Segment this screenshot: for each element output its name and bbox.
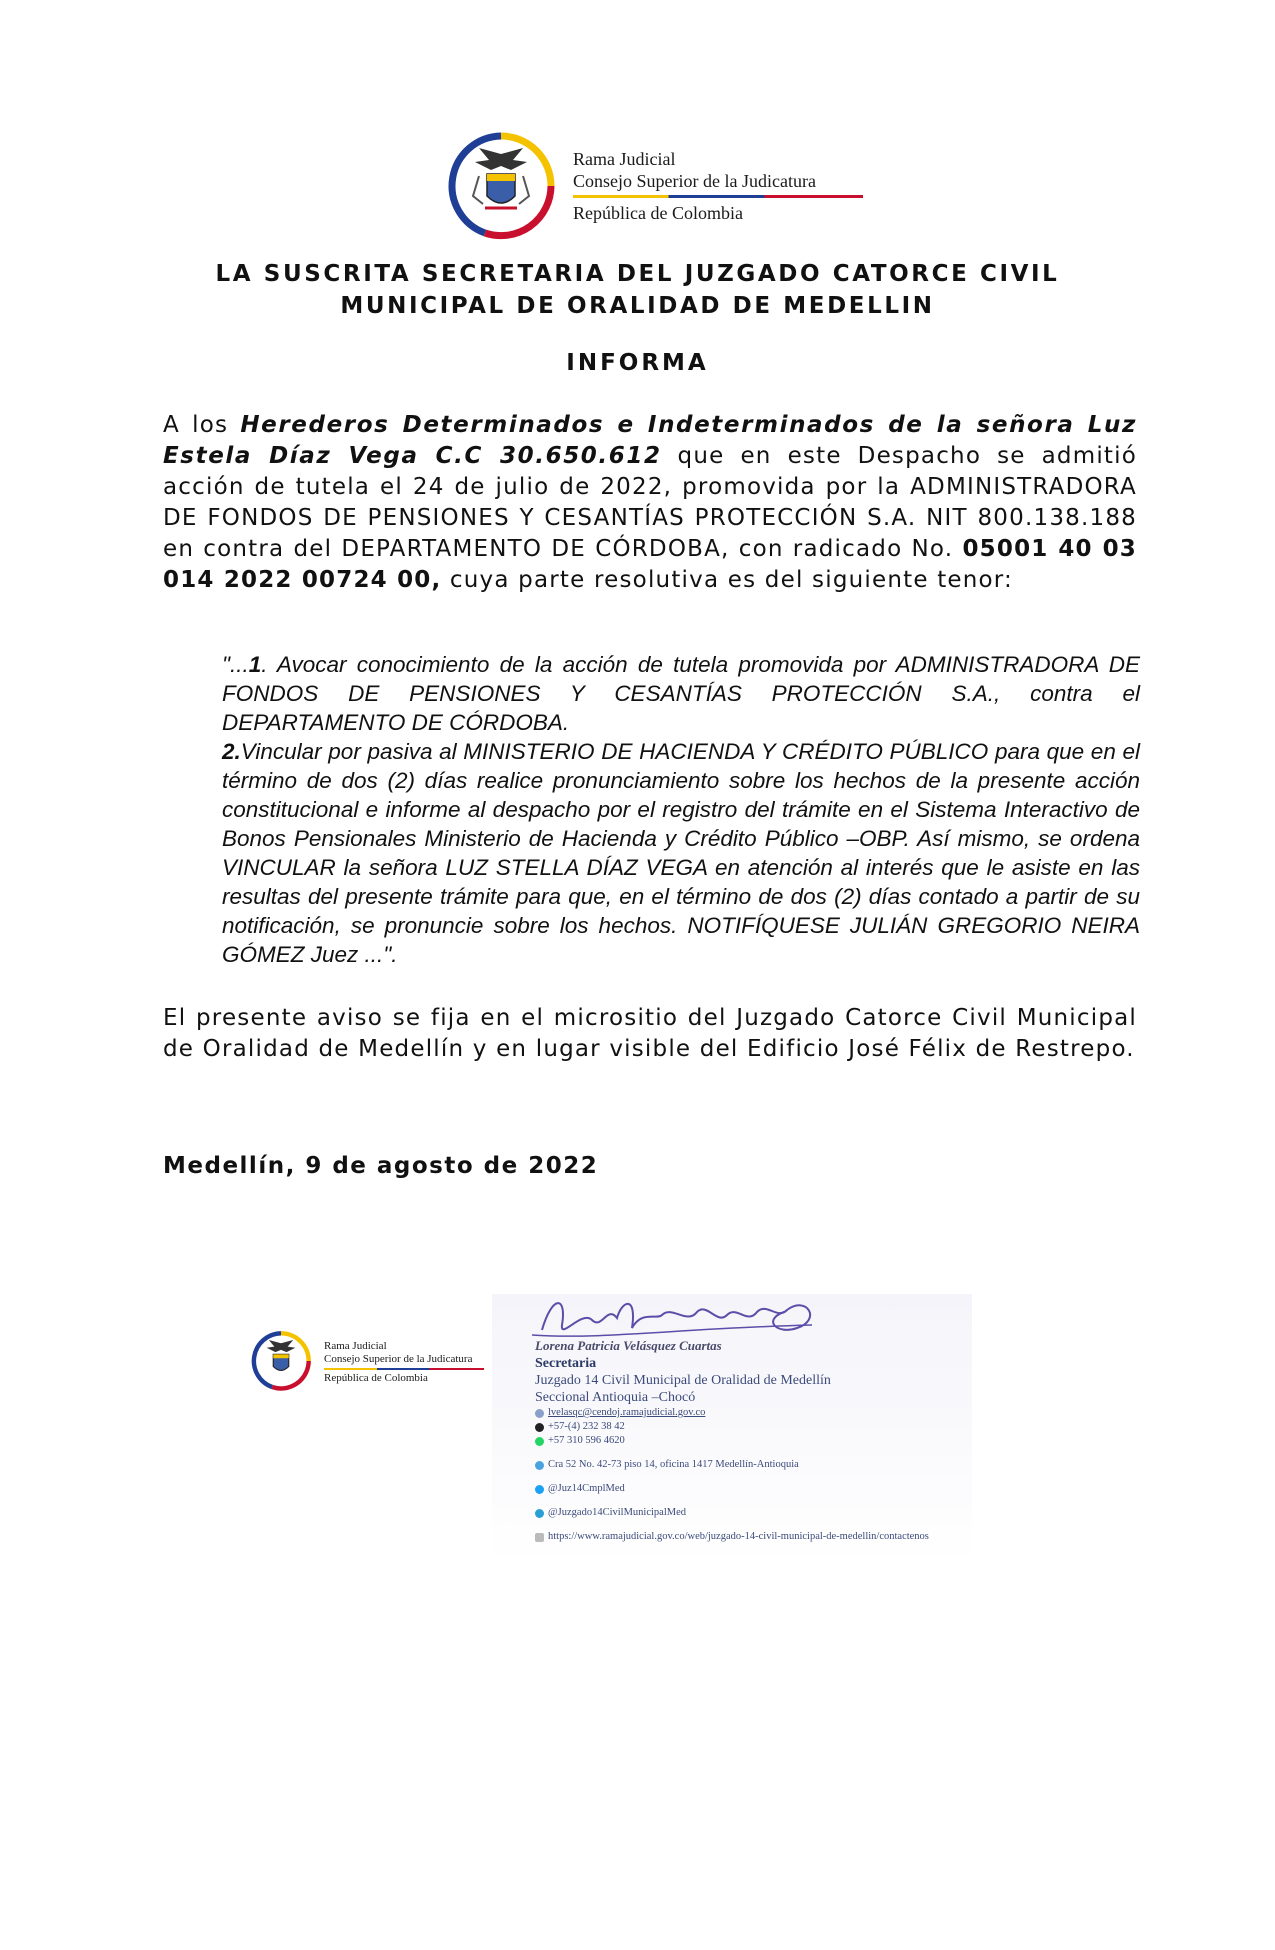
- address-text: Cra 52 No. 42-73 piso 14, oficina 1417 Medellín-Antioquia: [548, 1459, 799, 1470]
- header-logo-text: [573, 148, 863, 224]
- whatsapp-row: [535, 1434, 929, 1448]
- quote-open: "...: [222, 652, 249, 677]
- office-seccional: Seccional Antioquia –Chocó: [535, 1390, 696, 1405]
- para1-e: cuya parte resolutiva es del siguiente tenor:: [441, 567, 1014, 593]
- signer-name: Lorena Patricia Velásquez Cuartas: [535, 1338, 722, 1353]
- resolution-item-1: [222, 650, 1140, 737]
- phone-row: [535, 1420, 929, 1434]
- item-1-text: . Avocar conocimiento de la acción de tutela promovida por ADMINISTRADORA DE FONDOS DE PENSIONES Y CESANTÍAS PROTECCIÓN S.A., contra el DEPARTAMENTO DE CÓRDOBA.: [222, 652, 1140, 735]
- chat-icon: [535, 1533, 544, 1542]
- para1-a: A los: [163, 412, 241, 438]
- signature-logo: [250, 1330, 510, 1410]
- informa-heading: INFORMA: [566, 350, 709, 376]
- posting-paragraph: El presente aviso se fija en el micrositio del Juzgado Catorce Civil Municipal de Oralidad de Medellín y en lugar visible del Edificio José Félix de Restrepo.: [163, 1005, 1137, 1062]
- twitter-row: [535, 1482, 929, 1496]
- location-pin-icon: [535, 1461, 544, 1470]
- phone-text: +57-(4) 232 38 42: [548, 1421, 625, 1432]
- sig-logo-line-2: Consejo Superior de la Judicatura: [324, 1353, 473, 1365]
- twitter-text[interactable]: @Juz14CmplMed: [548, 1483, 625, 1494]
- sig-logo-line-1: Rama Judicial: [324, 1340, 387, 1352]
- whatsapp-icon: [535, 1437, 544, 1446]
- para1-c: que en este Despacho se admitió acción de tutela el 24 de julio de 2022, promovida por la ADMINISTRADORA DE FONDOS DE PENSIONES Y CESANTÍAS PROTECCIÓN S.A. NIT 800.138.188 en contra del DEPARTAMENTO DE CÓRDOBA, con radicado No.: [163, 443, 1137, 562]
- item-1-number: 1: [248, 652, 262, 677]
- document-title: [160, 258, 1115, 322]
- logo-line-1: Rama Judicial: [573, 149, 676, 169]
- resolution-item-2: [222, 737, 1140, 969]
- notice-paragraph: [163, 410, 1137, 596]
- logo-line-3: República de Colombia: [573, 203, 743, 223]
- address-row: [535, 1458, 929, 1472]
- phone-icon: [535, 1423, 544, 1432]
- sig-logo-tricolor-rule: [324, 1368, 484, 1370]
- signature-details: [535, 1338, 929, 1544]
- coat-of-arms-small-icon: [250, 1330, 312, 1392]
- document-date: Medellín, 9 de agosto de 2022: [163, 1153, 599, 1179]
- header-logo: [445, 130, 865, 250]
- sig-logo-line-3: República de Colombia: [324, 1372, 428, 1384]
- title-line-1: LA SUSCRITA SECRETARIA DEL JUZGADO CATORCE CIVIL: [215, 261, 1060, 287]
- telegram-row: [535, 1506, 929, 1520]
- signer-role: Secretaria: [535, 1356, 597, 1371]
- signature-logo-text: [324, 1340, 484, 1385]
- web-row: [535, 1530, 929, 1544]
- twitter-icon: [535, 1485, 544, 1494]
- resolution-quote: [222, 650, 1140, 969]
- coat-of-arms-icon: [445, 130, 557, 242]
- item-2-number: 2.: [222, 739, 241, 764]
- telegram-text[interactable]: @Juzgado14CivilMunicipalMed: [548, 1507, 686, 1518]
- email-row: [535, 1406, 929, 1420]
- email-icon: [535, 1409, 544, 1418]
- item-2-text: Vincular por pasiva al MINISTERIO DE HACIENDA Y CRÉDITO PÚBLICO para que en el término de dos (2) días realice pronunciamiento sobre los hechos de la presente acción constitucional e informe al despacho por el registro del trámite en el Sistema Interactivo de Bonos Pensionales Ministerio de Hacienda y Crédito Público –OBP. Así mismo, se ordena VINCULAR la señora LUZ STELLA DÍAZ VEGA en atención al interés que le asiste en las resultas del presente trámite para que, en el término de dos (2) días contado a partir de su notificación, se pronuncie sobre los hechos. NOTIFÍQUESE JULIÁN GREGORIO NEIRA GÓMEZ Juez ...".: [222, 739, 1140, 967]
- office-name: Juzgado 14 Civil Municipal de Oralidad de Medellín: [535, 1373, 831, 1388]
- signature-block: [250, 1290, 1010, 1590]
- logo-line-2: Consejo Superior de la Judicatura: [573, 171, 816, 191]
- web-text[interactable]: https://www.ramajudicial.gov.co/web/juzgado-14-civil-municipal-de-medellin/contactenos: [548, 1531, 929, 1542]
- telegram-icon: [535, 1509, 544, 1518]
- case-number: 05001 40 03 014 2022 00724 00,: [163, 536, 1137, 593]
- whatsapp-text: +57 310 596 4620: [548, 1435, 625, 1446]
- title-line-2: MUNICIPAL DE ORALIDAD DE MEDELLIN: [340, 293, 935, 319]
- heirs-name: Herederos Determinados e Indeterminados de la señora Luz Estela Díaz Vega C.C 30.650.612: [163, 412, 1137, 469]
- email-text[interactable]: lvelasqc@cendoj.ramajudicial.gov.co: [548, 1407, 706, 1418]
- logo-tricolor-rule: [573, 195, 863, 198]
